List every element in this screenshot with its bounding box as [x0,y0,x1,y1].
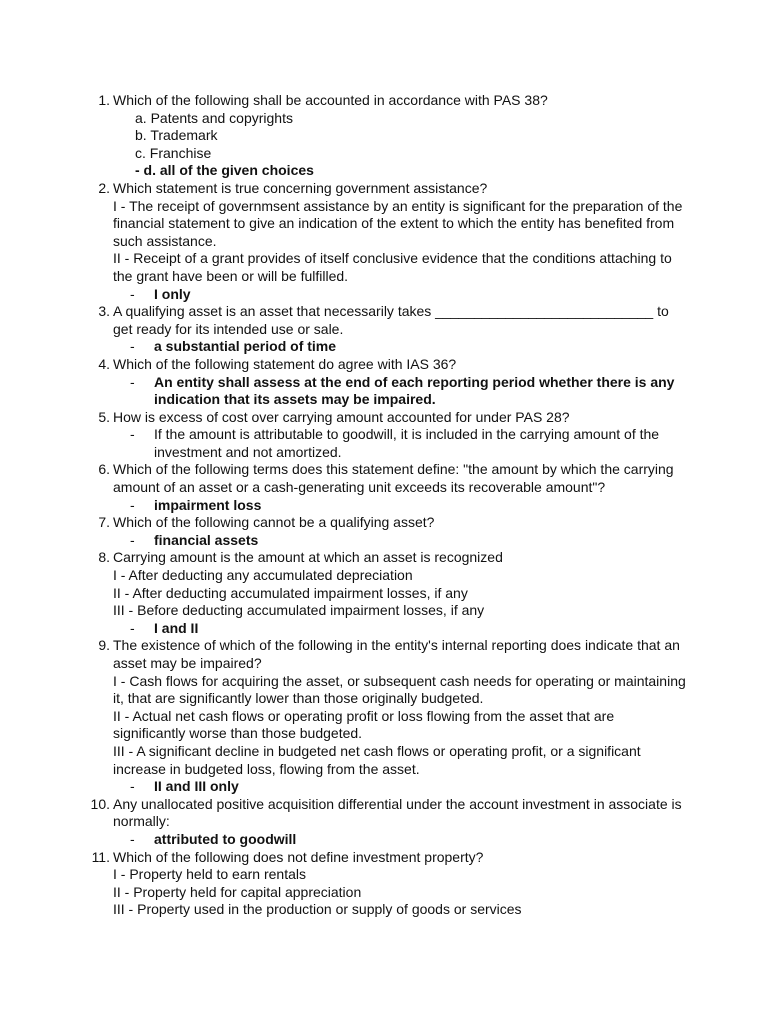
answer-dash: - [130,285,135,302]
answer-dash: - [130,373,135,390]
statement-line: III - Before deducting accumulated impairment losses, if any [113,602,485,619]
statement-line: II - Receipt of a grant provides of itself conclusive evidence that the conditions attaching to the grant have been or will be fulfilled. [113,250,672,284]
statement-line: II - Property held for capital appreciation [113,883,362,900]
question-number: 2. [98,179,110,196]
answer-text: I and II [154,619,199,636]
answer-dash: - [130,496,135,513]
question-number: 7. [98,514,110,531]
choice-c: c. Franchise [135,144,212,161]
answer-dash: - [130,338,135,355]
question-number: 5. [98,408,110,425]
question-text: Which of the following cannot be a qualifying asset? [113,514,435,531]
answer [113,426,688,461]
statement-line: I - Property held to earn rentals [113,866,306,883]
question-text: Which of the following terms does this statement define: "the amount by which the carrying amount of an asset or a cash-generating unit exceeds its recoverable amount"? [113,461,674,496]
question-number: 11. [91,848,110,865]
answer-dash: - [130,778,135,795]
answer-text: a substantial period of time [154,338,337,355]
answer-text: financial assets [154,531,259,548]
answer-dash: - [130,426,135,443]
question-text: Which statement is true concerning government assistance? [113,179,488,196]
answer-text: An entity shall assess at the end of each reporting period whether there is any indication that its assets may be impaired. [154,373,675,408]
question-text: Which of the following does not define investment property? [113,848,484,865]
answer [113,338,688,356]
answer [113,831,688,849]
question-text: How is excess of cost over carrying amount accounted for under PAS 28? [113,408,570,425]
answer-text: attributed to goodwill [154,830,297,847]
question-list [88,92,688,919]
question-text: A qualifying asset is an asset that necessarily takes ____________________________ to get ready for its intended use or sale. [113,303,669,337]
answer-dash: - [130,619,135,636]
question-number: 10. [90,795,110,812]
answer [113,497,688,515]
answer [113,620,688,638]
statement-line: II - Actual net cash flows or operating profit or loss flowing from the asset that are significantly worse than those budgeted. [113,707,615,742]
question-text: Carrying amount is the amount at which an asset is recognized [113,549,503,566]
answer-text: I only [154,285,191,302]
answer [113,532,688,550]
question-item [88,514,688,549]
answer-dash: - [130,531,135,548]
question-text: Any unallocated positive acquisition differential under the account investment in associate is normally: [113,795,682,830]
question-number: 9. [98,637,110,654]
choice-b: b. Trademark [135,127,218,144]
question-number: 3. [98,303,110,320]
question-item [88,796,688,849]
question-item [88,549,688,637]
question-item [88,637,688,795]
answer [113,778,688,796]
question-item [88,461,688,514]
question-number: 4. [98,355,110,372]
statement-line: III - A significant decline in budgeted net cash flows or operating profit, or a significant increase in budgeted loss, flowing from the asset. [113,742,641,777]
answer [113,286,688,304]
answer-dash: - [130,830,135,847]
question-item [88,92,688,180]
question-item [88,303,688,356]
answer-text: If the amount is attributable to goodwill, it is included in the carrying amount of the investment and not amortized. [154,426,660,460]
question-text: The existence of which of the following in the entity's internal reporting does indicate that an asset may be impaired? [113,637,680,671]
answer [113,374,688,409]
question-item [88,849,688,919]
statement-line: II - After deducting accumulated impairment losses, if any [113,584,468,601]
statement-line: I - The receipt of governmsent assistance by an entity is significant for the preparation of the financial statement to give an indication of the extent to which the entity has benefited from such assistance. [113,197,683,249]
question-item [88,409,688,462]
answer-text: impairment loss [154,496,262,513]
question-text: Which of the following shall be accounted in accordance with PAS 38? [113,92,548,108]
question-number: 6. [98,461,110,478]
question-item [88,356,688,409]
question-number: 1. [98,92,110,108]
choice-d-answer: - d. all of the given choices [135,162,314,179]
question-text: Which of the following statement do agree with IAS 36? [113,355,457,372]
statement-line: I - After deducting any accumulated depreciation [113,567,413,584]
question-number: 8. [98,549,110,566]
answer-text: II and III only [154,778,239,795]
choice-a: a. Patents and copyrights [135,109,293,126]
question-item [88,180,688,303]
statement-line: I - Cash flows for acquiring the asset, or subsequent cash needs for operating or maintaining it, that are significantly lower than those originally budgeted. [113,672,686,707]
statement-line: III - Property used in the production or supply of goods or services [113,901,522,918]
